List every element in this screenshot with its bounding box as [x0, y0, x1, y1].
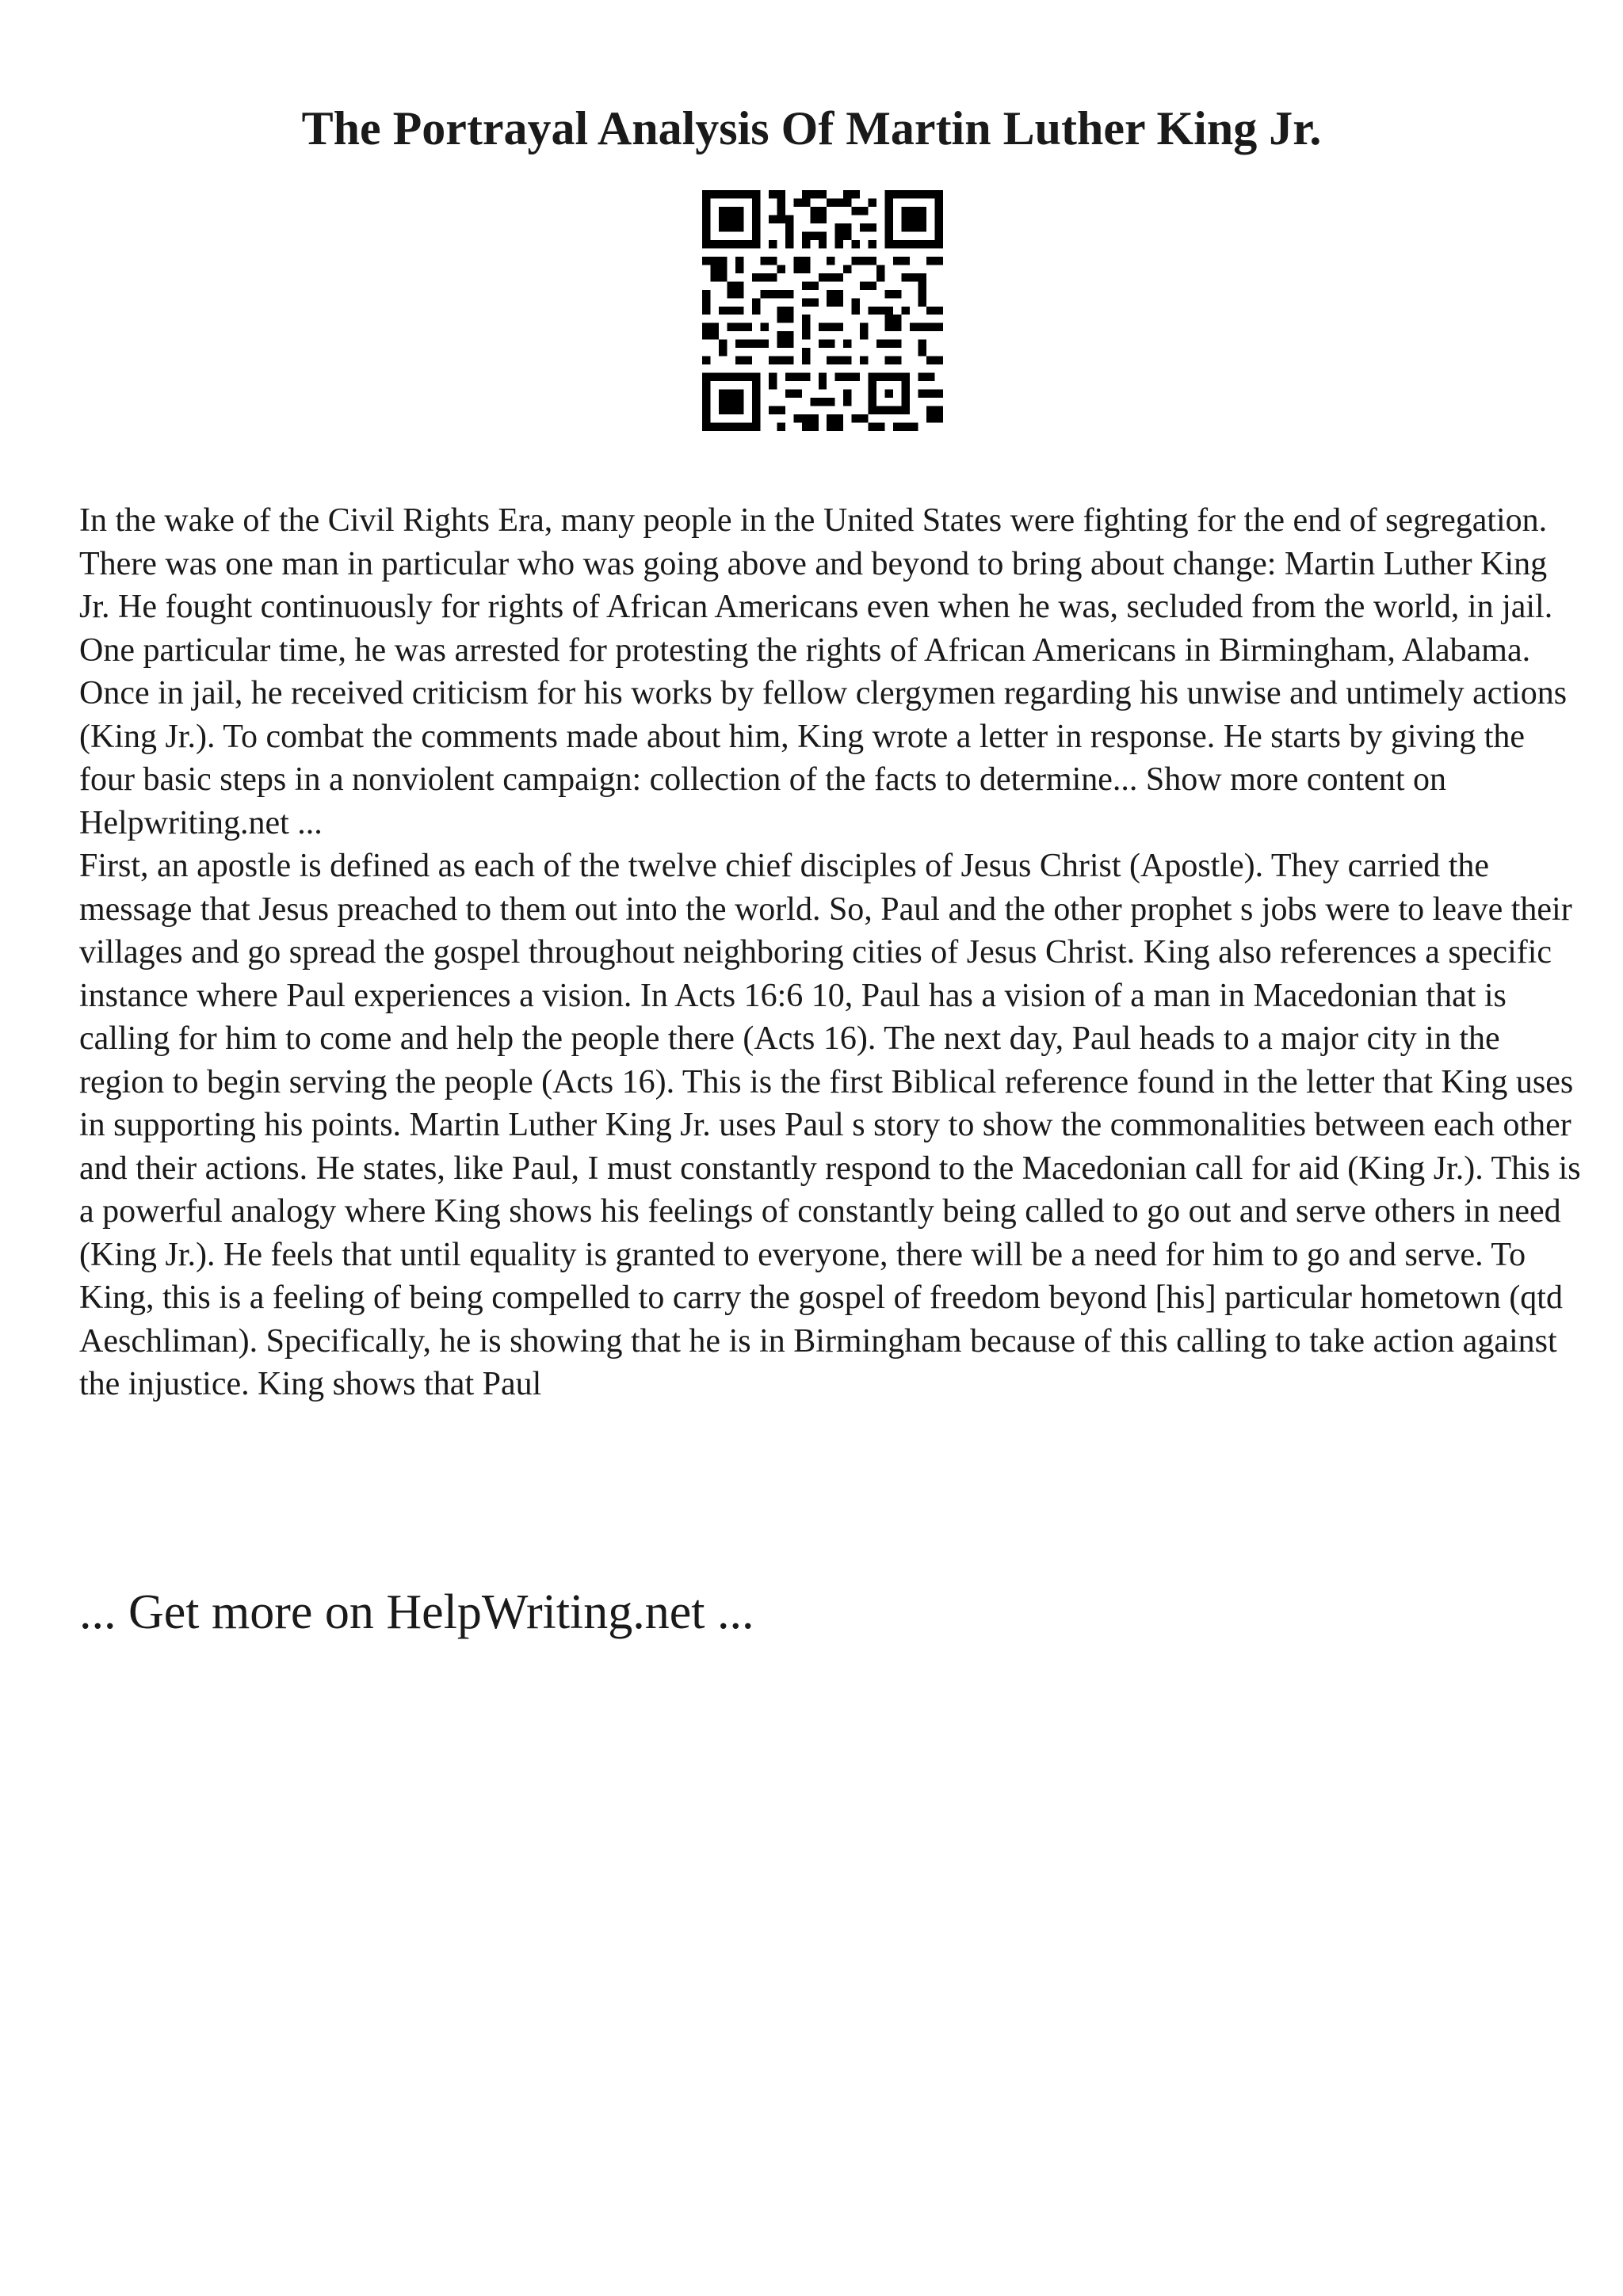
- get-more-link[interactable]: ... Get more on HelpWriting.net ...: [79, 1585, 754, 1639]
- article-body: [79, 499, 1585, 1406]
- paragraph-1: In the wake of the Civil Rights Era, many people in the United States were fighting for the end of segregation. There was one man in particular who was going above and beyond to bring about change: Martin Luther King Jr. He fought continuously for rights of African Americans even when he was, secluded from the world, in jail. One particular time, he was arrested for protesting the rights of African Americans in Birmingham, Alabama. Once in jail, he received criticism for his works by fellow clergymen regarding his unwise and untimely actions (King Jr.). To combat the comments made about him, King wrote a letter in response. He starts by giving the four basic steps in a nonviolent campaign: collection of the facts to determine... Show more content on Helpwriting.net ...: [79, 502, 1568, 841]
- qr-code-icon: [702, 190, 943, 431]
- paragraph-2: First, an apostle is defined as each of the twelve chief disciples of Jesus Christ (Apostle). They carried the message that Jesus preached to them out into the world. So, Paul and the other prophet s jobs were to leave their villages and go spread the gospel throughout neighboring cities of Jesus Christ. King also references a specific instance where Paul experiences a vision. In Acts 16:6 10, Paul has a vision of a man in Macedonian that is calling for him to come and help the people there (Acts 16). The next day, Paul heads to a major city in the region to begin serving the people (Acts 16). This is the first Biblical reference found in the letter that King uses in supporting his points. Martin Luther King Jr. uses Paul s story to show the commonalities between each other and their actions. He states, like Paul, I must constantly respond to the Macedonian call for aid (King Jr.). This is a powerful analogy where King shows his feelings of constantly being called to go out and serve others in need (King Jr.). He feels that until equality is granted to everyone, there will be a need for him to go and serve. To King, this is a feeling of being compelled to carry the gospel of freedom beyond [his] particular hometown (qtd Aeschliman). Specifically, he is showing that he is in Birmingham because of this calling to take action against the injustice. King shows that Paul: [79, 848, 1581, 1402]
- page-title: The Portrayal Analysis Of Martin Luther King Jr.: [301, 102, 1322, 154]
